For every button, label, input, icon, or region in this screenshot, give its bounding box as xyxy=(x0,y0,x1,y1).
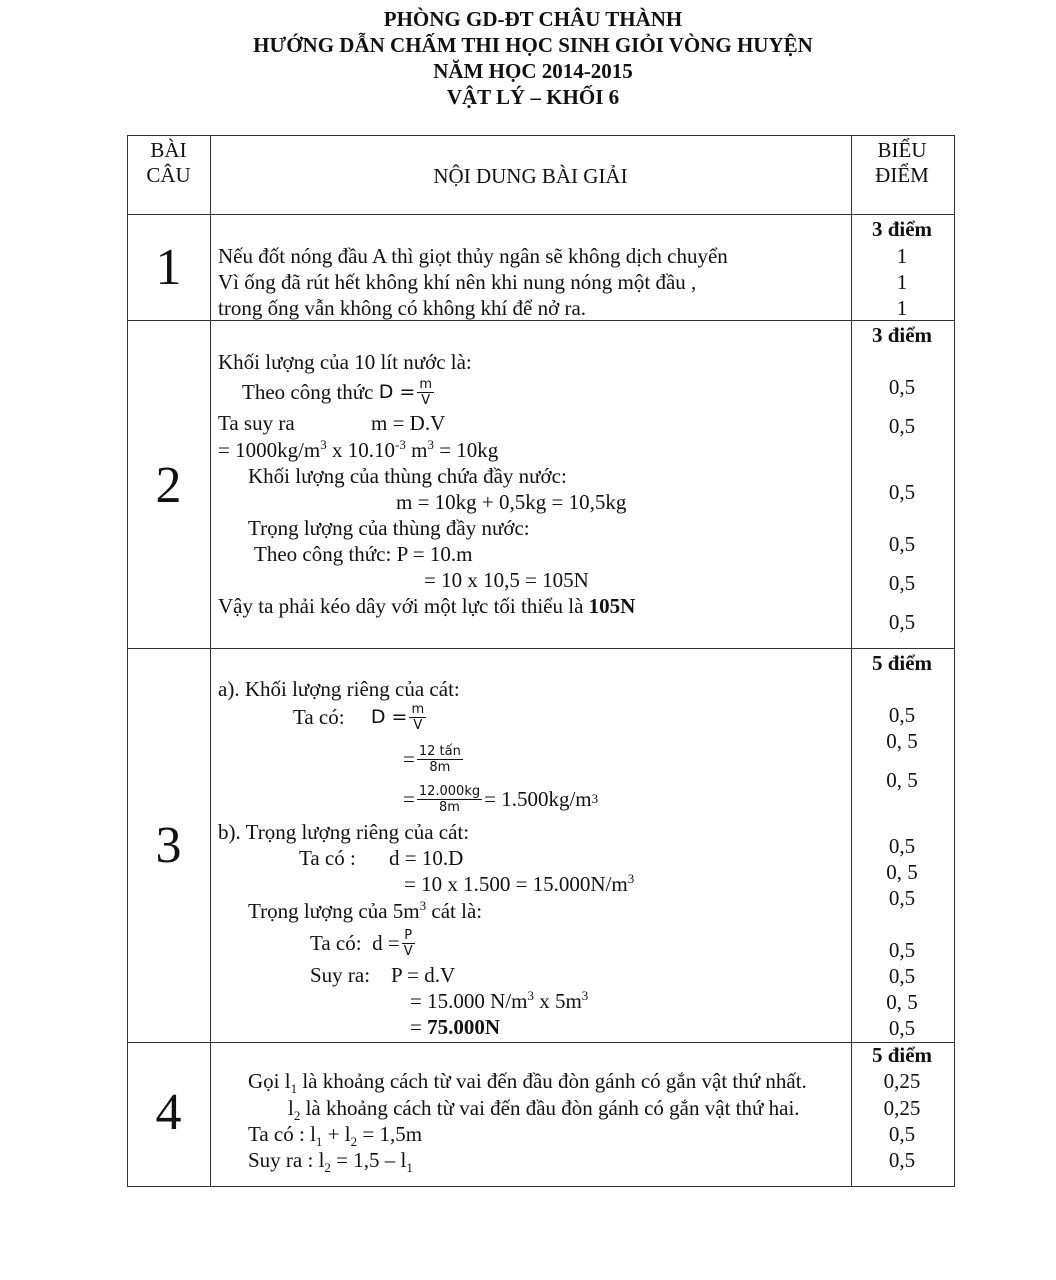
fraction xyxy=(417,377,434,408)
answer-line: Suy ra: xyxy=(310,963,371,987)
score: 1 xyxy=(896,270,908,294)
answer-line: Ta có : xyxy=(299,846,356,870)
text-part: là khoảng cách từ vai đến đầu đòn gánh có gắn vật thứ nhất. xyxy=(297,1069,807,1093)
score-total: 5 điểm xyxy=(871,1043,933,1067)
numerator: m xyxy=(419,376,433,392)
formula-line xyxy=(293,694,428,740)
question-number: 4 xyxy=(155,1084,182,1141)
answer-line: P = d.V xyxy=(391,963,456,987)
text-part: Ta có : l xyxy=(248,1122,316,1146)
column-divider xyxy=(210,136,211,1186)
score: 0,5 xyxy=(888,886,916,910)
score: 0, 5 xyxy=(886,990,918,1014)
score-total: 3 điểm xyxy=(871,217,933,241)
formula-label: Ta có: xyxy=(310,931,362,955)
subscript: 1 xyxy=(290,1081,298,1097)
numerator: P xyxy=(402,928,415,944)
score: 0,5 xyxy=(888,964,916,988)
formula-line: = $\frac{12.000kg}{8m}$ = 1.500kg/m 3 xyxy=(403,783,599,815)
answer-line xyxy=(218,438,498,462)
text-part: = 15.000 N/m xyxy=(410,989,528,1013)
answer-line xyxy=(404,872,634,896)
col-header-bieu: BIỂU xyxy=(877,138,927,162)
numerator: m xyxy=(411,701,425,717)
score: 0,5 xyxy=(888,610,916,634)
text-part: = 10 x 1.500 = 15.000N/m xyxy=(404,872,628,896)
text-part: = 10kg xyxy=(433,438,499,462)
numerator: 12 tấn xyxy=(418,743,461,759)
denominator: 8m xyxy=(439,799,460,815)
score: 0,5 xyxy=(888,1016,916,1040)
score: 0,5 xyxy=(888,571,916,595)
answer-line xyxy=(218,594,635,618)
score-total: 5 điểm xyxy=(871,651,933,675)
superscript: 3 xyxy=(627,871,635,886)
text-part: Suy ra : l xyxy=(248,1148,325,1172)
fraction xyxy=(417,784,482,815)
answer-line: Khối lượng của 10 lít nước là: xyxy=(218,350,472,374)
col-header-content: NỘI DUNG BÀI GIẢI xyxy=(433,164,628,188)
score: 0, 5 xyxy=(886,729,918,753)
answer-line: m = 10kg + 0,5kg = 10,5kg xyxy=(396,490,627,514)
answer-line xyxy=(288,1096,800,1124)
header-line-2: HƯỚNG DẪN CHẤM THI HỌC SINH GIỎI VÒNG HUYỆN xyxy=(253,33,813,57)
superscript: 3 xyxy=(581,988,589,1003)
formula-lhs: d = xyxy=(372,931,400,955)
formula-line xyxy=(310,920,417,966)
question-number: 3 xyxy=(155,817,182,874)
denominator: 8m xyxy=(429,759,451,775)
question-number: 2 xyxy=(155,457,182,514)
col-header-cau: CÂU xyxy=(146,163,191,187)
answer-line: trong ống vẫn không có không khí để nở ra. xyxy=(218,296,587,320)
answer-bold: 75.000N xyxy=(427,1015,501,1039)
formula-label: Ta có: xyxy=(293,705,345,729)
score: 0,5 xyxy=(888,532,916,556)
text-part: Trọng lượng của 5m xyxy=(248,899,420,923)
text-part: = 1,5m xyxy=(357,1122,423,1146)
formula-label: Theo công thức xyxy=(242,380,374,404)
answer-line: Khối lượng của thùng chứa đầy nước: xyxy=(248,464,567,488)
score: 0, 5 xyxy=(886,860,918,884)
header-line-3: NĂM HỌC 2014-2015 xyxy=(433,59,633,83)
answer-bold: 105N xyxy=(588,594,636,618)
answer-line xyxy=(248,1148,413,1176)
text-part: cát là: xyxy=(426,899,483,923)
fraction xyxy=(417,744,463,775)
equals: = xyxy=(403,787,415,811)
score: 0, 5 xyxy=(886,768,918,792)
answer-line xyxy=(410,989,588,1013)
answer-line: a). Khối lượng riêng của cát: xyxy=(218,677,460,701)
header-line-1: PHÒNG GD-ĐT CHÂU THÀNH xyxy=(383,7,683,31)
score: 0,5 xyxy=(888,1122,916,1146)
question-number: 1 xyxy=(155,239,182,296)
formula-line xyxy=(242,368,436,416)
row-divider xyxy=(128,214,954,215)
text-part: = 1.500kg/m xyxy=(484,787,592,811)
denominator: V xyxy=(413,717,423,733)
fraction xyxy=(409,702,426,733)
text-part: x 5m xyxy=(533,989,582,1013)
score: 0,5 xyxy=(888,480,916,504)
text-part: là khoảng cách từ vai đến đầu đòn gánh có gắn vật thứ hai. xyxy=(300,1096,800,1120)
score: 0,5 xyxy=(888,938,916,962)
answer-line: Nếu đốt nóng đầu A thì giọt thủy ngân sẽ không dịch chuyển xyxy=(218,244,728,268)
score: 1 xyxy=(896,244,908,268)
superscript: 3 xyxy=(419,898,427,913)
score: 0,5 xyxy=(888,375,916,399)
score: 0,25 xyxy=(883,1096,921,1120)
answer-line: d = 10.D xyxy=(389,846,464,870)
row-divider xyxy=(128,320,954,321)
answer-line: b). Trọng lượng riêng của cát: xyxy=(218,820,470,844)
answer-line: Ta suy ra xyxy=(218,411,295,435)
answer-line: m = D.V xyxy=(371,411,446,435)
denominator: V xyxy=(403,943,413,959)
score: 1 xyxy=(896,296,908,320)
answer-line: = 10 x 10,5 = 105N xyxy=(424,568,589,592)
text-part: + l xyxy=(322,1122,351,1146)
formula-lhs: D = xyxy=(370,706,408,728)
text-part: Gọi l xyxy=(248,1069,291,1093)
text-part: = xyxy=(410,1015,428,1039)
answer-line: Theo công thức: P = 10.m xyxy=(254,542,473,566)
score-total: 3 điểm xyxy=(871,323,933,347)
text-part: m xyxy=(405,438,428,462)
subscript: 2 xyxy=(324,1160,331,1176)
superscript: -3 xyxy=(395,437,406,452)
subscript: 2 xyxy=(350,1134,358,1150)
header-line-4: VẬT LÝ – KHỐI 6 xyxy=(446,85,620,109)
col-header-bai: BÀI xyxy=(150,138,187,162)
text-part: x 10.10 xyxy=(326,438,396,462)
superscript: 3 xyxy=(527,988,534,1003)
subscript: 1 xyxy=(406,1160,413,1176)
answer-line xyxy=(248,1069,807,1097)
answer-line xyxy=(410,1015,500,1039)
text-part: Vậy ta phải kéo dây với một lực tối thiểu là xyxy=(218,594,589,618)
denominator: V xyxy=(421,392,431,408)
row-divider xyxy=(128,648,954,649)
answer-line: Trọng lượng của thùng đầy nước: xyxy=(248,516,530,540)
col-header-diem: ĐIỂM xyxy=(875,163,929,187)
formula-lhs: D = xyxy=(378,381,416,403)
row-divider xyxy=(128,1042,954,1043)
score: 0,5 xyxy=(888,1148,916,1172)
answer-line xyxy=(248,1122,423,1150)
numerator: 12.000kg xyxy=(418,783,481,799)
equals: = xyxy=(403,747,415,771)
fraction xyxy=(402,928,415,959)
formula-line xyxy=(403,737,465,781)
subscript: 2 xyxy=(293,1108,301,1124)
score: 0,5 xyxy=(888,703,916,727)
text-part: = 1,5 – l xyxy=(330,1148,407,1172)
text-part: = 1000kg/m xyxy=(218,438,321,462)
subscript: 1 xyxy=(315,1134,323,1150)
text-part: l xyxy=(288,1096,294,1120)
score: 0,25 xyxy=(883,1069,921,1093)
score: 0,5 xyxy=(888,414,916,438)
superscript: 3 xyxy=(320,437,327,452)
answer-line: Vì ống đã rút hết không khí nên khi nung nóng một đầu , xyxy=(218,270,697,294)
score: 0,5 xyxy=(888,834,916,858)
superscript: 3 xyxy=(427,437,434,452)
